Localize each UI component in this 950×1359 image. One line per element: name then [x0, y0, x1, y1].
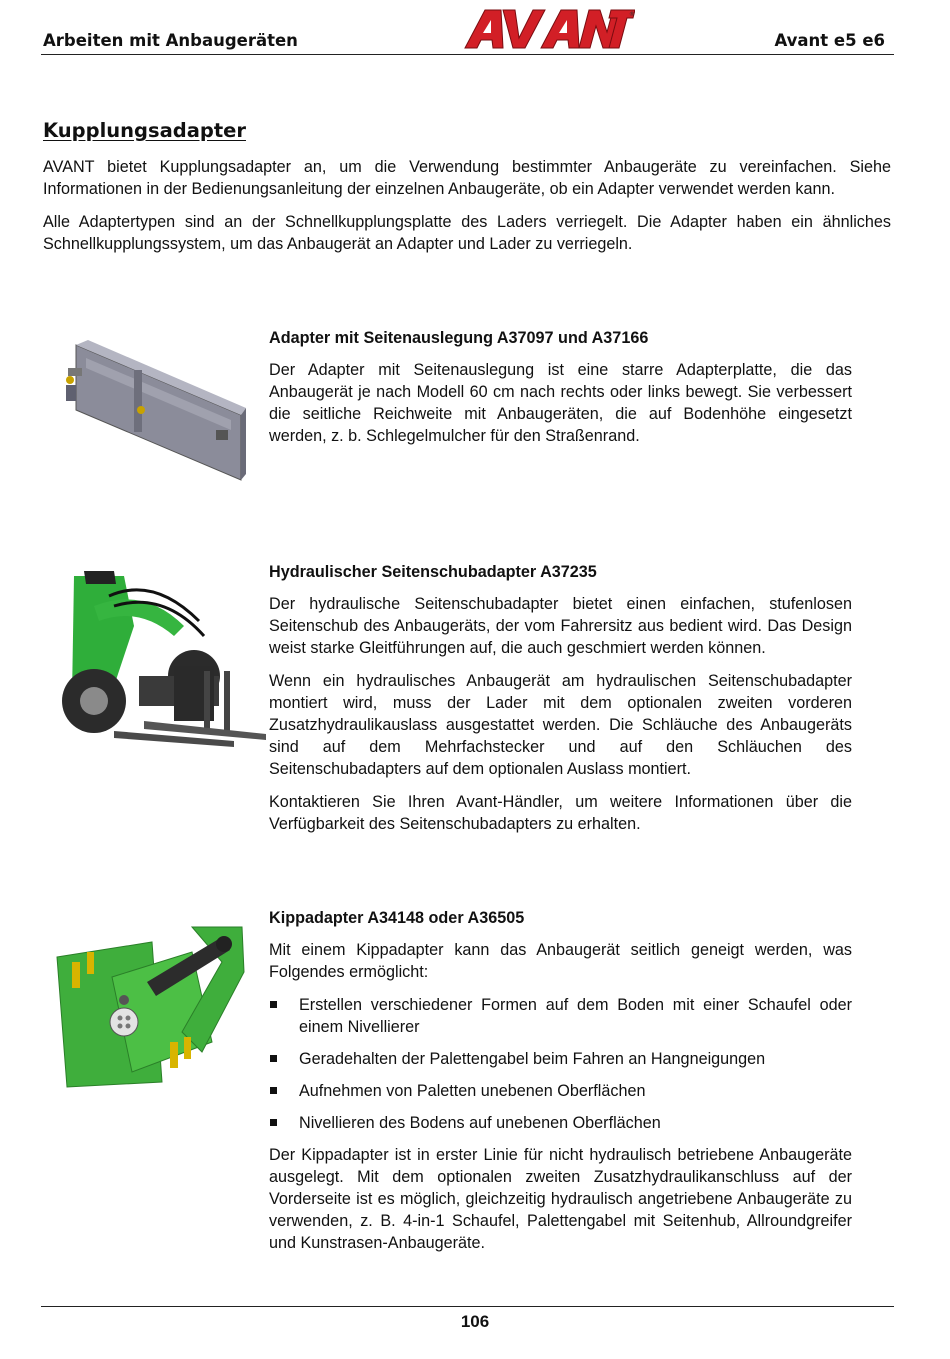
list-item	[269, 994, 852, 1038]
tilt-adapter-image	[52, 922, 250, 1092]
adapter-title: Hydraulischer Seitenschubadapter A37235	[269, 563, 597, 581]
adapter-paragraph: Der hydraulische Seitenschubadapter bietet einen einfachen, stufenlosen Seitenschub des Anbaugeräts, der vom Fahrersitz aus bedient wird. Das Design weist starke Gleitführungen auf, die auch geschmiert werden können.	[269, 595, 852, 657]
list-item	[269, 1048, 852, 1070]
adapter-block-tilt	[269, 907, 852, 1265]
footer-rule	[41, 1306, 894, 1307]
header-model-name: Avant e5 e6	[774, 31, 885, 50]
list-item	[269, 1080, 852, 1102]
adapter-paragraph: Der Adapter mit Seitenauslegung ist eine starre Adapterplatte, die das Anbaugerät je nach Modell 60 cm nach rechts oder links bewegt. Sie verbessert die seitliche Reichweite mit Anbaugeräten, die auf Bodenhöhe eingesetzt werden, z. b. Schlegelmulcher für den Straßenrand.	[269, 361, 852, 445]
adapter-block-hydraulic-side-shift	[269, 561, 852, 846]
intro-paragraph-1: AVANT bietet Kupplungsadapter an, um die Verwendung bestimmter Anbaugeräte zu vereinfachen. Siehe Informationen in der Bedienungsanleitung der einzelnen Anbaugeräte, ob ein Adapter verwendet werden kann.	[43, 158, 891, 198]
adapter-paragraph: Kontaktieren Sie Ihren Avant-Händler, um weitere Informationen über die Verfügbarkeit des Seitenschubadapters zu erhalten.	[269, 793, 852, 833]
feature-list	[269, 994, 852, 1134]
header-chapter-title: Arbeiten mit Anbaugeräten	[43, 31, 298, 50]
adapter-paragraph: Mit einem Kippadapter kann das Anbaugerät seitlich geneigt werden, was Folgendes ermöglicht:	[269, 941, 852, 981]
list-item-text: Erstellen verschiedener Formen auf dem Boden mit einer Schaufel oder einem Nivellierer	[299, 996, 852, 1036]
adapter-paragraph: Wenn ein hydraulisches Anbaugerät am hydraulischen Seitenschubadapter montiert wird, muss der Lader mit dem optionalen zweiten vorderen Zusatzhydraulikauslass ausgestattet werden. Die Schläuche des Anbaugeräts sind auf dem Mehrfachstecker und auf den Schläuchen des Seitenschubadapters auf dem optionalen Auslass montiert.	[269, 672, 852, 778]
list-item-text: Nivellieren des Bodens auf unebenen Oberflächen	[299, 1114, 661, 1132]
hydraulic-side-shift-adapter-image	[54, 566, 266, 751]
section-title: Kupplungsadapter	[43, 119, 246, 142]
list-item	[269, 1112, 852, 1134]
page-number: 106	[460, 1312, 490, 1331]
bullet-square-icon	[270, 1001, 277, 1008]
bullet-square-icon	[270, 1087, 277, 1094]
adapter-paragraph: Der Kippadapter ist in erster Linie für nicht hydraulisch betriebene Anbaugeräte ausgelegt. Mit dem optionalen zweiten Zusatzhydraulikanschluss auf der Vorderseite ist es möglich, gleichzeitig hydraulisch angetriebene Anbaugeräte zu verwenden, z. B. 4-in-1 Schaufel, Palettengabel mit Seitenhub, Allroundgreifer und Kunstrasen-Anbaugeräte.	[269, 1146, 852, 1252]
list-item-text: Aufnehmen von Paletten unebenen Oberflächen	[299, 1082, 646, 1100]
list-item-text: Geradehalten der Palettengabel beim Fahren an Hangneigungen	[299, 1050, 766, 1068]
adapter-title: Kippadapter A34148 oder A36505	[269, 909, 525, 927]
intro-paragraph-2: Alle Adaptertypen sind an der Schnellkupplungsplatte des Laders verriegelt. Die Adapter haben ein ähnliches Schnellkupplungssystem, um das Anbaugerät an Adapter und Lader zu verriegeln.	[43, 213, 891, 253]
adapter-title: Adapter mit Seitenauslegung A37097 und A37166	[269, 329, 649, 347]
avant-logo	[463, 6, 635, 50]
svg-text:®: ®	[629, 11, 635, 18]
side-offset-adapter-image	[56, 330, 246, 485]
adapter-block-side-offset	[269, 327, 852, 458]
bullet-square-icon	[270, 1119, 277, 1126]
bullet-square-icon	[270, 1055, 277, 1062]
